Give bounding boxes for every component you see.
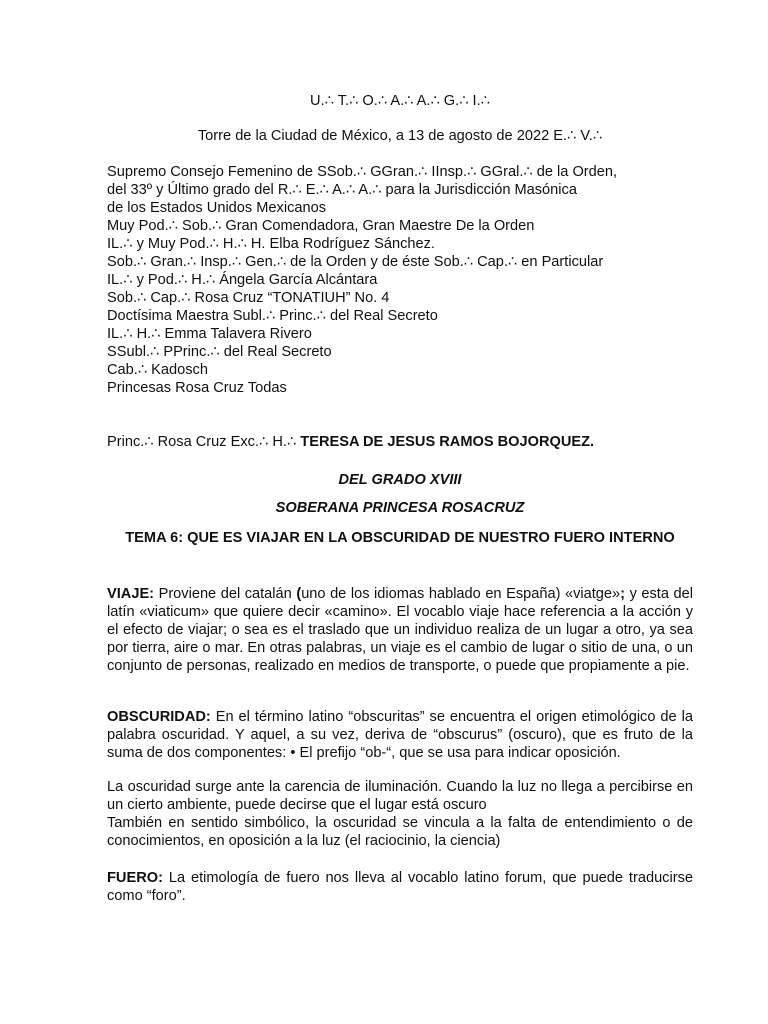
address-line: de los Estados Unidos Mexicanos xyxy=(107,200,327,216)
term-obscuridad: OBSCURIDAD: xyxy=(107,709,211,725)
topic-title: TEMA 6: QUE ES VIAJAR EN LA OBSCURIDAD DE NUESTRO FUERO INTERNO xyxy=(125,530,675,546)
viaje-paren: ( xyxy=(296,586,302,602)
address-line: Cab.∴ Kadosch xyxy=(107,362,208,378)
viaje-text: uno de los idiomas hablado en España) «viatge» xyxy=(301,586,621,602)
address-line: del 33º y Último grado del R.∴ E.∴ A.∴ A.∴ para la Jurisdicción Masónica xyxy=(107,182,577,198)
viaje-text: Proviene del catalán xyxy=(154,586,297,602)
address-line: IL.∴ y Muy Pod.∴ H.∴ H. Elba Rodríguez Sánchez. xyxy=(107,236,435,252)
address-line: IL.∴ y Pod.∴ H.∴ Ángela García Alcántara xyxy=(107,272,378,288)
address-line: Muy Pod.∴ Sob.∴ Gran Comendadora, Gran Maestre De la Orden xyxy=(107,218,535,234)
paragraph-viaje xyxy=(107,585,693,675)
obscuridad-text: En el término latino “obscuritas” se encuentra el origen etimológico de la palabra oscuridad. Y aquel, a su vez, deriva de “obscurus” (oscuro), que es fruto de la suma de dos componentes: • El prefijo “ob-“, que se usa para indicar oposición. xyxy=(107,709,693,761)
address-line: Doctísima Maestra Subl.∴ Princ.∴ del Real Secreto xyxy=(107,308,438,324)
address-line: SSubl.∴ PPrinc.∴ del Real Secreto xyxy=(107,344,332,360)
paragraph-obscuridad xyxy=(107,708,693,762)
fuero-text: La etimología de fuero nos lleva al vocablo latino forum, que puede traducirse como “foro”. xyxy=(107,870,693,904)
paragraph-oscuridad-2: También en sentido simbólico, la oscuridad se vincula a la falta de entendimiento o de conocimientos, en oposición a la luz (el raciocinio, la ciencia) xyxy=(107,815,693,849)
paragraph-fuero xyxy=(107,869,693,905)
viaje-text: y esta del latín «viaticum» que quiere decir «camino». El vocablo viaje hace referencia a la acción y el efecto de viajar; o sea es el traslado que un individuo realiza de un lugar a otro, ya sea por tierra, aire o mar. En otras palabras, un viaje es el cambio de lugar o sitio de una, o un conjunto de personas, realizado en medios de transporte, o puede que propiamente a pie. xyxy=(107,586,693,674)
address-line: Sob.∴ Gran.∴ Insp.∴ Gen.∴ de la Orden y de éste Sob.∴ Cap.∴ en Particular xyxy=(107,254,604,270)
degree-title: DEL GRADO XVIII xyxy=(338,472,462,488)
author-line xyxy=(107,433,693,451)
paragraph-oscuridad-1: La oscuridad surge ante la carencia de iluminación. Cuando la luz no llega a percibirse en un cierto ambiente, puede decirse que el lugar está oscuro xyxy=(107,779,693,813)
sovereign-title: SOBERANA PRINCESA ROSACRUZ xyxy=(275,500,525,516)
term-fuero: FUERO: xyxy=(107,870,163,886)
place-date: Torre de la Ciudad de México, a 13 de agosto de 2022 E.∴ V.∴ xyxy=(197,128,603,144)
address-line: Supremo Consejo Femenino de SSob.∴ GGran.∴ IInsp.∴ GGral.∴ de la Orden, xyxy=(107,164,618,180)
address-line: IL.∴ H.∴ Emma Talavera Rivero xyxy=(107,326,312,342)
author-name: TERESA DE JESUS RAMOS BOJORQUEZ. xyxy=(300,434,595,450)
address-line: Princesas Rosa Cruz Todas xyxy=(107,380,287,396)
address-block xyxy=(107,163,693,397)
term-viaje: VIAJE: xyxy=(107,586,155,602)
viaje-semicolon: ; xyxy=(620,586,626,602)
address-line: Sob.∴ Cap.∴ Rosa Cruz “TONATIUH” No. 4 xyxy=(107,290,390,306)
author-prefix: Princ.∴ Rosa Cruz Exc.∴ H.∴ xyxy=(107,434,301,450)
header-abbreviation: U.∴ T.∴ O.∴ A.∴ A.∴ G.∴ I.∴ xyxy=(310,93,490,109)
